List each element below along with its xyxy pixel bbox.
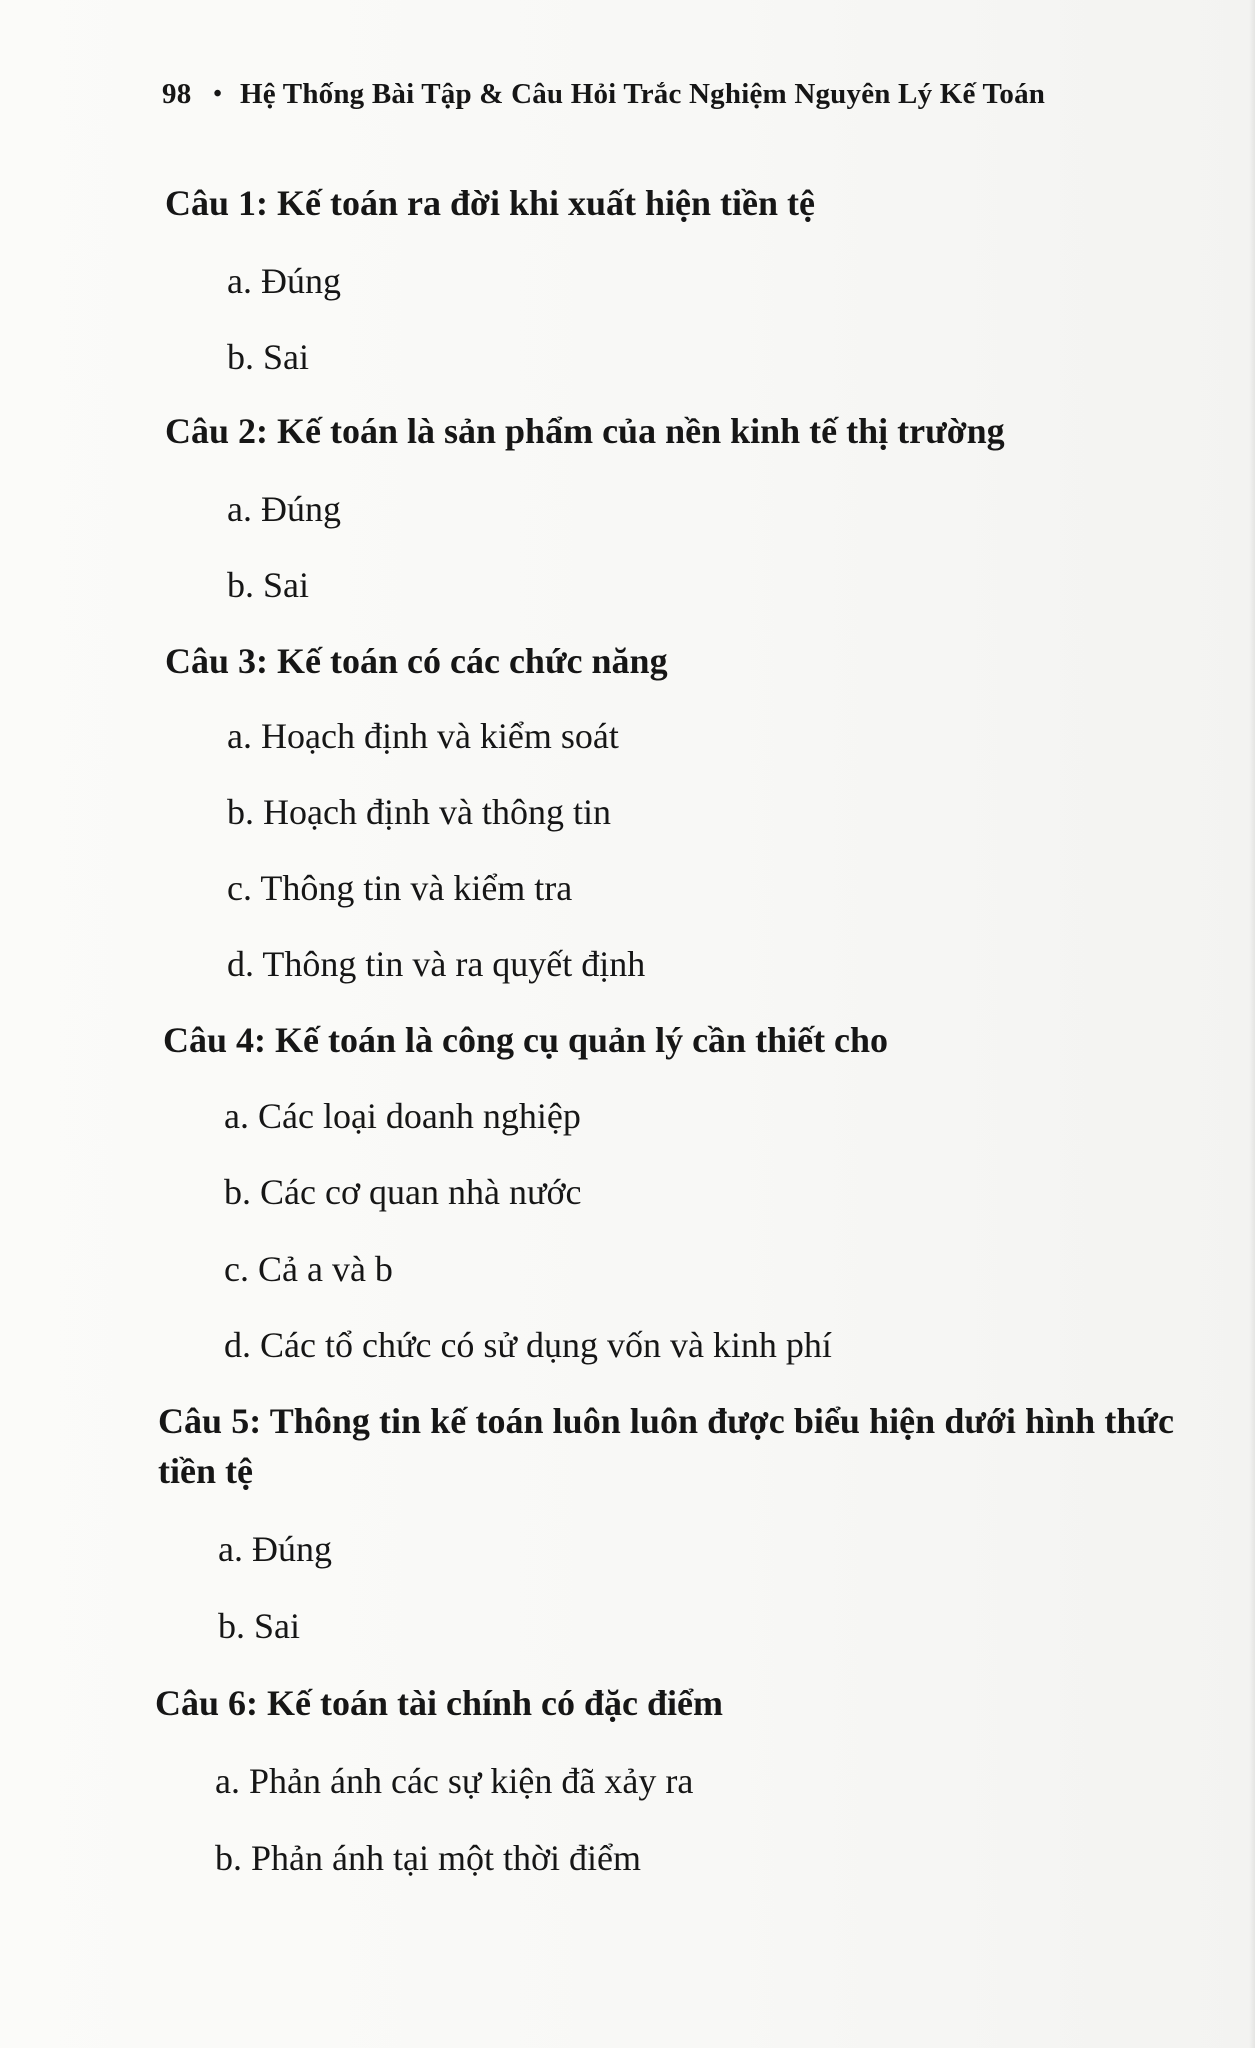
option-letter: c. — [227, 868, 252, 908]
question-text: Kế toán là sản phẩm của nền kinh tế thị trường — [277, 411, 1005, 451]
option-letter: b. — [227, 565, 254, 605]
option-letter: b. — [227, 337, 254, 377]
option-letter: c. — [224, 1249, 249, 1289]
question-text: Kế toán ra đời khi xuất hiện tiền tệ — [277, 183, 815, 223]
question-4-option-b — [224, 1169, 581, 1215]
option-text: Các cơ quan nhà nước — [260, 1172, 582, 1212]
question-1-option-b — [227, 334, 309, 380]
option-text: Các loại doanh nghiệp — [257, 1096, 581, 1136]
book-title: Hệ Thống Bài Tập & Câu Hỏi Trắc Nghiệm Nguyên Lý Kế Toán — [240, 78, 1046, 110]
option-letter: d. — [227, 944, 254, 984]
option-text: Thông tin và ra quyết định — [262, 944, 646, 984]
option-text: Các tổ chức có sử dụng vốn và kinh phí — [260, 1325, 832, 1365]
option-text: Sai — [254, 1606, 301, 1646]
question-5 — [158, 1396, 1174, 1496]
question-4-option-d — [224, 1322, 832, 1368]
option-text: Đúng — [260, 261, 341, 301]
question-label: Câu 6: — [155, 1683, 259, 1723]
option-letter: a. — [227, 716, 252, 756]
option-letter: a. — [227, 489, 252, 529]
option-text: Hoạch định và kiểm soát — [260, 716, 619, 756]
option-text: Sai — [263, 565, 310, 605]
option-letter: b. — [227, 792, 254, 832]
question-3-option-a — [227, 713, 619, 759]
question-1 — [165, 178, 815, 228]
page-edge-shadow — [1249, 0, 1255, 2048]
question-3-option-c — [227, 865, 572, 911]
question-2-option-a — [227, 486, 341, 532]
option-letter: d. — [224, 1325, 251, 1365]
question-4-option-a — [224, 1093, 581, 1139]
option-letter: b. — [224, 1172, 251, 1212]
question-3-option-d — [227, 941, 645, 987]
question-3-option-b — [227, 789, 611, 835]
option-letter: b. — [215, 1838, 242, 1878]
option-text: Đúng — [260, 489, 341, 529]
option-letter: a. — [215, 1761, 240, 1801]
option-letter: a. — [227, 261, 252, 301]
question-5-option-a — [218, 1526, 332, 1572]
question-text: Thông tin kế toán luôn luôn được biểu hiện dưới hình thức tiền tệ — [158, 1401, 1174, 1491]
option-text: Cả a và b — [257, 1249, 393, 1289]
question-label: Câu 5: — [158, 1401, 262, 1441]
question-text: Kế toán có các chức năng — [277, 641, 668, 681]
question-text: Kế toán là công cụ quản lý cần thiết cho — [275, 1020, 889, 1060]
question-label: Câu 2: — [165, 411, 269, 451]
option-text: Hoạch định và thông tin — [263, 792, 611, 832]
option-text: Đúng — [251, 1529, 332, 1569]
option-letter: b. — [218, 1606, 245, 1646]
question-label: Câu 1: — [165, 183, 269, 223]
option-text: Thông tin và kiểm tra — [260, 868, 573, 908]
option-text: Sai — [263, 337, 310, 377]
question-2 — [165, 406, 1005, 456]
option-letter: a. — [224, 1096, 249, 1136]
question-text: Kế toán tài chính có đặc điểm — [267, 1683, 724, 1723]
header-bullet: • — [213, 81, 223, 107]
question-5-option-b — [218, 1603, 300, 1649]
running-header — [162, 78, 1045, 111]
question-3 — [165, 636, 668, 686]
option-text: Phản ánh các sự kiện đã xảy ra — [248, 1761, 694, 1801]
question-4 — [163, 1015, 888, 1065]
page-number: 98 — [162, 78, 192, 110]
option-letter: a. — [218, 1529, 243, 1569]
question-4-option-c — [224, 1246, 393, 1292]
question-6 — [155, 1678, 723, 1728]
option-text: Phản ánh tại một thời điểm — [251, 1838, 641, 1878]
question-2-option-b — [227, 562, 309, 608]
question-label: Câu 3: — [165, 641, 269, 681]
question-6-option-a — [215, 1758, 693, 1804]
question-label: Câu 4: — [163, 1020, 267, 1060]
question-6-option-b — [215, 1835, 641, 1881]
question-1-option-a — [227, 258, 341, 304]
